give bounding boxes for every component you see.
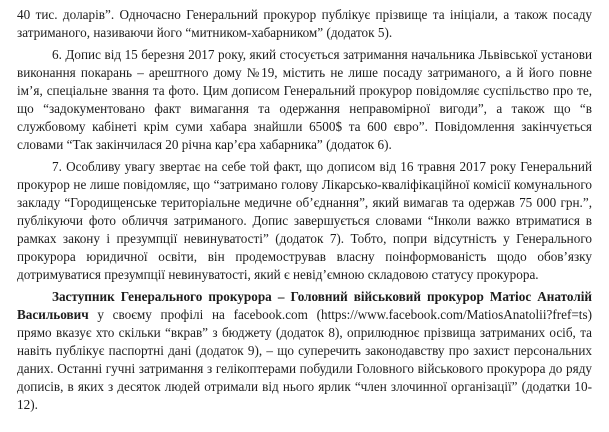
bold-text-run: Заступник Генерального прокурора – Головний військовий прокурор Матіос Анатолій Васильович bbox=[17, 289, 592, 322]
document-body bbox=[17, 6, 592, 413]
text-run: 40 тис. доларів”. Одночасно Генеральний прокурор публікує прізвище та ініціали, а також посаду затриманого, називаючи його “митником-хабарником” (додаток 5). bbox=[17, 7, 592, 40]
paragraph bbox=[17, 158, 592, 283]
paragraph bbox=[17, 46, 592, 153]
text-run: 6. Допис від 15 березня 2017 року, який стосується затримання начальника Львівської установи виконання покарань – арештного дому №19, містить не лише посаду затриманого, а й його повне ім’я, спеціальне звання та фото. Цим дописом Генеральний прокурор повідомляє суспільство про те, що “задокументовано факт вимагання та одержання неправомірної вигоди”, а також що “в службовому кабінеті крім суми хабара знайшли 6500$ та 600 євро”. Повідомлення закінчується словами “Так закінчилася 20 річна кар’єра хабарника” (додаток 6). bbox=[17, 47, 592, 152]
paragraph bbox=[17, 6, 592, 42]
paragraph bbox=[17, 288, 592, 413]
text-run: у своєму профілі на facebook.com (https://www.facebook.com/MatiosAnatolii?fref=ts) прямо вказує хто скільки “вкрав” з бюджету (додаток 8), оприлюднює прізвища затриманих осіб, та навіть публікує паспортні дані (додаток 9), – що суперечить законодавству про захист персональних даних. Останні гучні затримання з гелікоптерами побудили Головного військового прокурора до ряду дописів, в яких з десяток людей отримали від нього ярлик “член злочинної організації” (додатки 10-12). bbox=[17, 307, 592, 412]
text-run: 7. Особливу увагу звертає на себе той факт, що дописом від 16 травня 2017 року Генеральний прокурор не лише повідомляє, що “затримано голову Лікарсько-кваліфікаційної комісії комунального закладу “Городищенське територіальне медичне об’єднання”, який вимагав та одержав 75 000 грн.”, публікуючи фото обличчя затриманого. Допис завершується словами “Інколи важко втриматися в рамках закону і презумпції невинуватості” (додаток 7). Тобто, попри відсутність у Генерального прокурора юридичної освіти, він продемострував власну поінформованість щодо обов’язку дотримуватися презумпції невинуватості, який є невід’ємною складовою статусу прокурора. bbox=[17, 159, 592, 282]
